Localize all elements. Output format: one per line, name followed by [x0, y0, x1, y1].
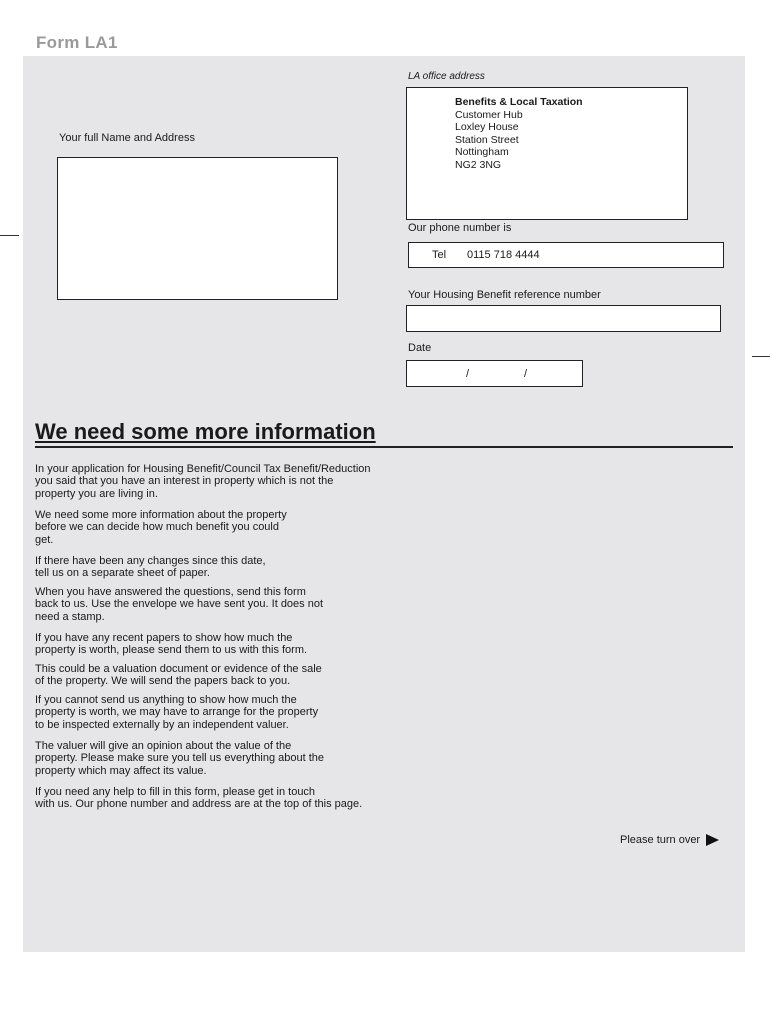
section-heading: We need some more information: [35, 419, 376, 444]
date-separator: /: [524, 368, 528, 380]
body-paragraph: If there have been any changes since this date, tell us on a separate sheet of paper.: [35, 555, 266, 580]
date-label: Date: [408, 342, 432, 354]
address-line: Station Street: [455, 133, 519, 146]
address-line: Benefits & Local Taxation: [455, 96, 583, 108]
phone-label: Our phone number is: [408, 222, 512, 234]
address-line: Loxley House: [455, 121, 519, 133]
section-heading-rule: [35, 419, 733, 448]
body-paragraph: When you have answered the questions, send this form back to us. Use the envelope we have sent you. It does not need a stamp.: [35, 586, 324, 623]
arrow-right-icon: [706, 834, 719, 846]
address-line: Nottingham: [455, 146, 509, 158]
office-address-box: [406, 87, 688, 220]
form-id: Form LA1: [36, 33, 118, 52]
date-separator: /: [466, 368, 470, 380]
name-address-box[interactable]: [57, 157, 338, 300]
reference-input[interactable]: [406, 305, 721, 332]
phone-number: 0115 718 4444: [467, 249, 540, 261]
phone-prefix: Tel: [432, 249, 447, 261]
address-line: Customer Hub: [455, 108, 523, 121]
office-address-label: LA office address: [408, 71, 485, 82]
body-paragraph: If you cannot send us anything to show how much the property is worth, we may have to arrange for the property to be inspected externally by an independent valuer.: [35, 694, 319, 731]
body-paragraph: If you need any help to fill in this form, please get in touch with us. Our phone number and address are at the top of this page.: [35, 786, 363, 811]
turn-over-label: Please turn over: [620, 834, 701, 846]
date-input[interactable]: [406, 360, 583, 387]
name-address-label: Your full Name and Address: [59, 132, 195, 144]
fold-mark-left: [0, 235, 19, 236]
body-paragraph: If you have any recent papers to show how much the property is worth, please send them to us with this form.: [35, 632, 308, 657]
reference-label: Your Housing Benefit reference number: [408, 289, 601, 301]
office-address-lines: [455, 96, 583, 171]
address-line: NG2 3NG: [455, 158, 502, 171]
fold-mark-right: [752, 356, 770, 357]
body-paragraph: This could be a valuation document or evidence of the sale of the property. We will send the papers back to you.: [35, 663, 322, 688]
phone-box: [408, 242, 724, 268]
body-paragraph: In your application for Housing Benefit/Council Tax Benefit/Reduction you said that you have an interest in property which is not the property you are living in.: [35, 463, 371, 500]
body-paragraph: The valuer will give an opinion about the value of the property. Please make sure you tell us everything about the property which may affect its value.: [35, 740, 325, 777]
turn-over: [620, 834, 719, 846]
body-paragraph: We need some more information about the property before we can decide how much benefit you could get.: [35, 509, 287, 546]
